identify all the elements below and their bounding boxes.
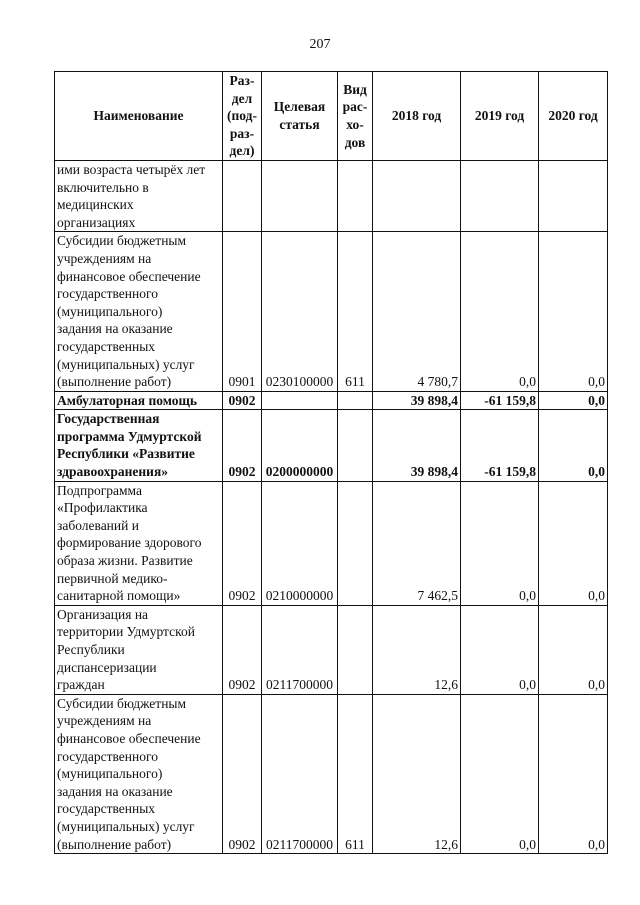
name-line: Амбулаторная помощь (57, 392, 198, 408)
table-body (55, 160, 608, 853)
name-line: государственного (57, 748, 158, 764)
name-line: Республики «Развитие (57, 446, 195, 462)
header-expense: Вид рас- хо- дов (338, 72, 373, 161)
name-line: ими возраста четырёх лет (57, 161, 206, 177)
table-row (55, 605, 608, 694)
name-line: «Профилактика (57, 500, 148, 516)
table-header-row (55, 72, 608, 161)
name-line: финансовое обеспечение (57, 730, 201, 746)
cell-razdel: 0902 (223, 391, 262, 410)
cell-2019: -61 159,8 (461, 391, 539, 410)
cell-expense (338, 605, 373, 694)
name-line: финансовое обеспечение (57, 268, 201, 284)
cell-target: 0211700000 (262, 605, 338, 694)
name-line: Субсидии бюджетным (57, 233, 187, 249)
header-2020: 2020 год (539, 72, 608, 161)
cell-expense (338, 410, 373, 481)
table-row (55, 410, 608, 481)
name-line: задания на оказание (57, 783, 173, 799)
name-line: задания на оказание (57, 321, 173, 337)
name-line: организациях (57, 214, 136, 230)
cell-target (262, 391, 338, 410)
cell-2018 (373, 160, 461, 231)
name-line: программа Удмуртской (57, 428, 202, 444)
table-row (55, 694, 608, 853)
cell-target: 0210000000 (262, 481, 338, 605)
header-2019: 2019 год (461, 72, 539, 161)
header-target: Целевая статья (262, 72, 338, 161)
table-row (55, 391, 608, 410)
name-line: (муниципального) (57, 766, 163, 782)
table-row (55, 481, 608, 605)
cell-name (55, 481, 223, 605)
name-line: формирование здорового (57, 535, 202, 551)
cell-2020: 0,0 (539, 694, 608, 853)
cell-name (55, 694, 223, 853)
budget-table (54, 71, 608, 854)
header-2018: 2018 год (373, 72, 461, 161)
cell-expense (338, 391, 373, 410)
name-line: (муниципальных) услуг (57, 356, 195, 372)
cell-2018: 39 898,4 (373, 391, 461, 410)
cell-razdel (223, 160, 262, 231)
cell-expense (338, 481, 373, 605)
header-razdel: Раз- дел (под- раз- дел) (223, 72, 262, 161)
cell-2019: 0,0 (461, 232, 539, 391)
cell-razdel: 0902 (223, 605, 262, 694)
name-line: учреждениям на (57, 250, 152, 266)
cell-razdel: 0902 (223, 410, 262, 481)
header-name: Наименование (55, 72, 223, 161)
name-line: граждан (57, 677, 105, 693)
cell-expense: 611 (338, 694, 373, 853)
name-line: образа жизни. Развитие (57, 553, 193, 569)
cell-2018: 12,6 (373, 694, 461, 853)
cell-2020: 0,0 (539, 410, 608, 481)
cell-target: 0230100000 (262, 232, 338, 391)
name-line: заболеваний и (57, 517, 139, 533)
name-line: государственных (57, 338, 156, 354)
name-line: медицинских (57, 197, 134, 213)
cell-target (262, 160, 338, 231)
cell-expense: 611 (338, 232, 373, 391)
cell-target: 0211700000 (262, 694, 338, 853)
cell-2020: 0,0 (539, 605, 608, 694)
cell-expense (338, 160, 373, 231)
name-line: здравоохранения» (57, 464, 169, 480)
cell-name (55, 605, 223, 694)
cell-2019: 0,0 (461, 694, 539, 853)
name-line: Организация на (57, 606, 149, 622)
cell-2019: 0,0 (461, 605, 539, 694)
cell-name (55, 160, 223, 231)
cell-2019: 0,0 (461, 481, 539, 605)
name-line: санитарной помощи» (57, 588, 181, 604)
name-line: включительно в (57, 179, 149, 195)
name-line: диспансеризации (57, 659, 157, 675)
cell-2020 (539, 160, 608, 231)
cell-2019 (461, 160, 539, 231)
name-line: (муниципальных) услуг (57, 818, 195, 834)
cell-2019: -61 159,8 (461, 410, 539, 481)
cell-razdel: 0901 (223, 232, 262, 391)
name-line: Республики (57, 642, 125, 657)
cell-name (55, 410, 223, 481)
cell-target: 0200000000 (262, 410, 338, 481)
cell-2020: 0,0 (539, 481, 608, 605)
name-line: первичной медико- (57, 570, 168, 586)
cell-2018: 4 780,7 (373, 232, 461, 391)
cell-2020: 0,0 (539, 232, 608, 391)
name-line: государственных (57, 801, 156, 817)
cell-razdel: 0902 (223, 481, 262, 605)
table-row (55, 160, 608, 231)
name-line: территории Удмуртской (57, 624, 195, 640)
cell-2018: 12,6 (373, 605, 461, 694)
name-line: (муниципального) (57, 303, 163, 319)
cell-2018: 39 898,4 (373, 410, 461, 481)
page-number: 207 (309, 37, 331, 52)
cell-2018: 7 462,5 (373, 481, 461, 605)
name-line: (выполнение работ) (57, 374, 172, 390)
name-line: Государственная (57, 411, 160, 427)
name-line: Подпрограмма (57, 482, 142, 498)
table-row (55, 232, 608, 391)
cell-2020: 0,0 (539, 391, 608, 410)
cell-name (55, 391, 223, 410)
name-line: (выполнение работ) (57, 836, 172, 852)
name-line: учреждениям на (57, 713, 152, 729)
name-line: государственного (57, 286, 158, 302)
cell-razdel: 0902 (223, 694, 262, 853)
name-line: Субсидии бюджетным (57, 695, 187, 711)
cell-name (55, 232, 223, 391)
